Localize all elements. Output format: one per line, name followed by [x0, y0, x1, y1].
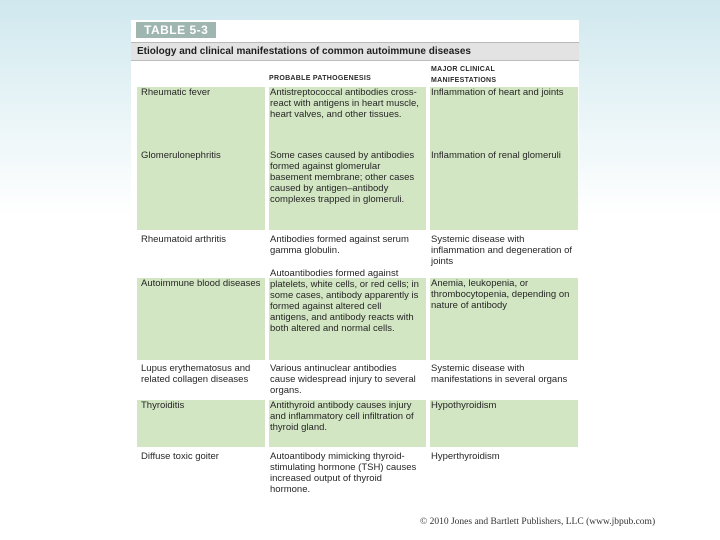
- table-caption-row: [131, 43, 579, 61]
- table-row-autoimmune-blood-diseases: [137, 268, 578, 360]
- column-header-pathogenesis: PROBABLE PATHOGENESIS: [269, 75, 372, 82]
- copyright-notice: © 2010 Jones and Bartlett Publishers, LLC (www.jbpub.com): [420, 517, 656, 527]
- disease-cell: Thyroiditis: [141, 400, 185, 411]
- disease-cell: Lupus erythematosus and related collagen diseases: [141, 363, 251, 385]
- pathogenesis-cell: Antistreptococcal antibodies cross-react with antigens in heart muscle, heart valves, and other tissues.: [270, 87, 419, 120]
- table-sheet: [131, 20, 579, 508]
- table-caption: Etiology and clinical manifestations of common autoimmune diseases: [137, 46, 471, 57]
- disease-cell: Autoimmune blood diseases: [141, 278, 261, 289]
- manifestations-cell: Hypothyroidism: [431, 400, 497, 411]
- table-row-glomerulonephritis: [137, 150, 578, 230]
- disease-cell: Glomerulonephritis: [141, 150, 221, 161]
- manifestations-cell: Inflammation of heart and joints: [431, 87, 564, 98]
- manifestations-cell: Hyperthyroidism: [431, 451, 500, 462]
- disease-cell: Rheumatoid arthritis: [141, 234, 227, 245]
- pathogenesis-cell: Various antinuclear antibodies cause widespread injury to several organs.: [270, 363, 416, 396]
- column-header-manifestations-line2: MANIFESTATIONS: [431, 77, 497, 84]
- table-row-rheumatoid-arthritis: [137, 234, 578, 272]
- manifestations-cell: Inflammation of renal glomeruli: [431, 150, 561, 161]
- pathogenesis-cell: Antibodies formed against serum gamma globulin.: [270, 234, 409, 256]
- pathogenesis-cell: Autoantibodies formed against platelets, white cells, or red cells; in some cases, antibody apparently is formed against altered cell antigens, and antibody reacts with both altered and normal cells.: [270, 268, 419, 334]
- column-header-manifestations-line1: MAJOR CLINICAL: [431, 66, 496, 73]
- table-label-row: [131, 20, 579, 43]
- column-header-manifestations: [431, 64, 496, 86]
- manifestations-cell: Systemic disease with inflammation and degeneration of joints: [431, 234, 573, 267]
- table-label: TABLE 5-3: [136, 22, 216, 38]
- disease-cell: Rheumatic fever: [141, 87, 211, 98]
- pathogenesis-cell: Some cases caused by antibodies formed against glomerular basement membrane; other cases caused by antigen–antibody complexes trapped in glomeruli.: [270, 150, 415, 205]
- pathogenesis-cell: Antithyroid antibody causes injury and inflammatory cell infiltration of thyroid gland.: [270, 400, 414, 433]
- manifestations-cell: Anemia, leukopenia, or thrombocytopenia, depending on nature of antibody: [431, 278, 570, 311]
- manifestations-cell: Systemic disease with manifestations in several organs: [431, 363, 568, 385]
- table-row-diffuse-toxic-goiter: [137, 451, 578, 507]
- pathogenesis-cell: Autoantibody mimicking thyroid-stimulating hormone (TSH) causes increased output of thyroid hormone.: [270, 451, 417, 495]
- table-row-thyroiditis: [137, 400, 578, 447]
- table-row-lupus-erythematosus: [137, 363, 578, 400]
- disease-cell: Diffuse toxic goiter: [141, 451, 219, 462]
